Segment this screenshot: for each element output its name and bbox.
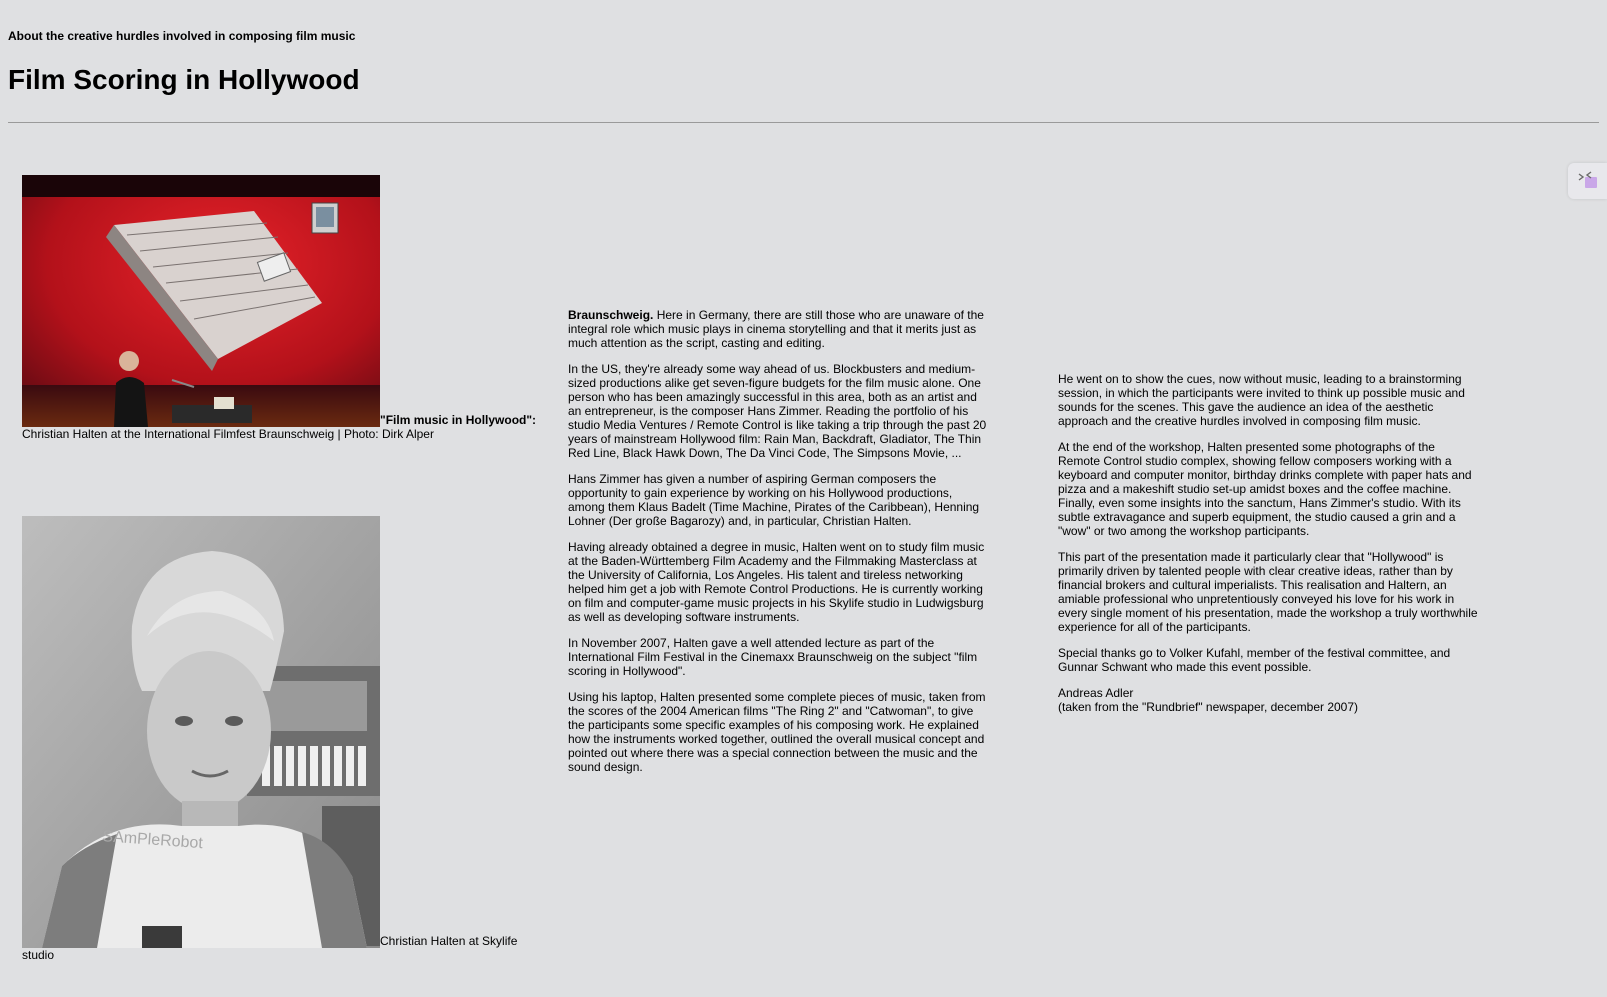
article-paragraph: Using his laptop, Halten presented some complete pieces of music, taken from the scores of the 2004 American films "The Ring 2" and "Catwoman", to give the participants some specific examples of his composing work. He explained how the instruments worked together, outlined the overall musical concept and pointed out where there was a special connection between the music and the sound design. [568, 690, 986, 774]
portrait-photo-icon [22, 516, 380, 948]
article-paragraph: This part of the presentation made it particularly clear that "Hollywood" is primarily driven by talented people with clear creative ideas, rather than by financial brokers and cultural imperialists. This realisation and Haltern, an amiable professional who unpretentiously conveyed his love for his work in every single moment of his presentation, made the workshop a truly worthwhile experience for all of the participants. [1058, 550, 1478, 634]
article-paragraph: At the end of the workshop, Halten presented some photographs of the Remote Control studio complex, showing fellow composers working with a keyboard and computer monitor, birthday drinks complete with paper hats and pizza and a makeshift studio set-up amidst boxes and the coffee machine. [1058, 440, 1472, 496]
article-paragraph [568, 308, 988, 350]
translate-widget-icon [1577, 168, 1599, 195]
article-paragraph: Hans Zimmer has given a number of aspiring German composers the opportunity to gain experience by working on his Hollywood productions, among them Klaus Badelt (Time Machine, Pirates of the Caribbean), Henning Lohner (Der große Bagarozy) and, in particular, Christian Halten. [568, 472, 980, 528]
svg-text:SAmPleRobot: SAmPleRobot [101, 828, 204, 853]
article-text: Here in Germany, there are still those who are unaware of the integral role which music plays in cinema storytelling and that it merits just as much attention as the script, casting and editing. [568, 308, 984, 350]
photo-figure-console [22, 175, 542, 441]
page-title: Film Scoring in Hollywood [8, 64, 360, 95]
photo-caption: Christian Halten at Skylife studio [22, 934, 518, 962]
article-source: (taken from the "Rundbrief" newspaper, december 2007) [1058, 700, 1359, 714]
divider [8, 122, 1599, 123]
article-column-2 [1058, 372, 1478, 726]
article-column-1 [568, 308, 988, 786]
article-author: Andreas Adler [1058, 686, 1134, 700]
photo-caption-title: "Film music in Hollywood": [380, 413, 537, 427]
article-paragraph: Having already obtained a degree in music, Halten went on to study film music at the Baden-Württemberg Film Academy and the Filmmaking Masterclass at the University of California, Los Angeles. His talent and tireless networking helped him get a job with Remote Control Productions. He is currently working on film and computer-game music projects in his Skylife studio in Ludwigsburg as well as developing software instruments. [568, 540, 985, 624]
article-paragraph: Finally, even some insights into the sanctum, Hans Zimmer's studio. With its subtle extravagance and superb equipment, the studio caused a grin and a "wow" or two among the workshop participants. [1058, 496, 1461, 538]
mixing-console-photo-icon [22, 175, 380, 427]
article-paragraph: In November 2007, Halten gave a well attended lecture as part of the International Film Festival in the Cinemaxx Braunschweig on the subject "film scoring in Hollywood". [568, 636, 978, 678]
photo-figure-portrait [22, 516, 542, 962]
article-paragraph: In the US, they're already some way ahead of us. Blockbusters and medium-sized productions alike get seven-figure budgets for the film music alone. One person who has been amazingly successful in this area, both as an artist and an entrepreneur, is the composer Hans Zimmer. Reading the portfolio of his studio Media Ventures / Remote Control is like taking a trip through the past 20 years of mainstream Hollywood film: Rain Man, Backdraft, Gladiator, The Thin Red Line, Black Hawk Down, The Da Vinci Code, The Simpsons Movie, ... [568, 362, 987, 460]
article-dateline: Braunschweig. [568, 308, 654, 322]
article-paragraph: Special thanks go to Volker Kufahl, member of the festival committee, and Gunnar Schwant who made this event possible. [1058, 646, 1451, 674]
photo-caption: Christian Halten at the International Filmfest Braunschweig | Photo: Dirk Alper [22, 427, 434, 441]
article-kicker: About the creative hurdles involved in composing film music [8, 29, 356, 43]
article-paragraph: He went on to show the cues, now without music, leading to a brainstorming session, in which the participants were invited to think up possible music and sounds for the scenes. This gave the audience an idea of the aesthetic approach and the creative hurdles involved in composing film music. [1058, 372, 1465, 428]
translate-widget-button[interactable] [1568, 163, 1607, 199]
